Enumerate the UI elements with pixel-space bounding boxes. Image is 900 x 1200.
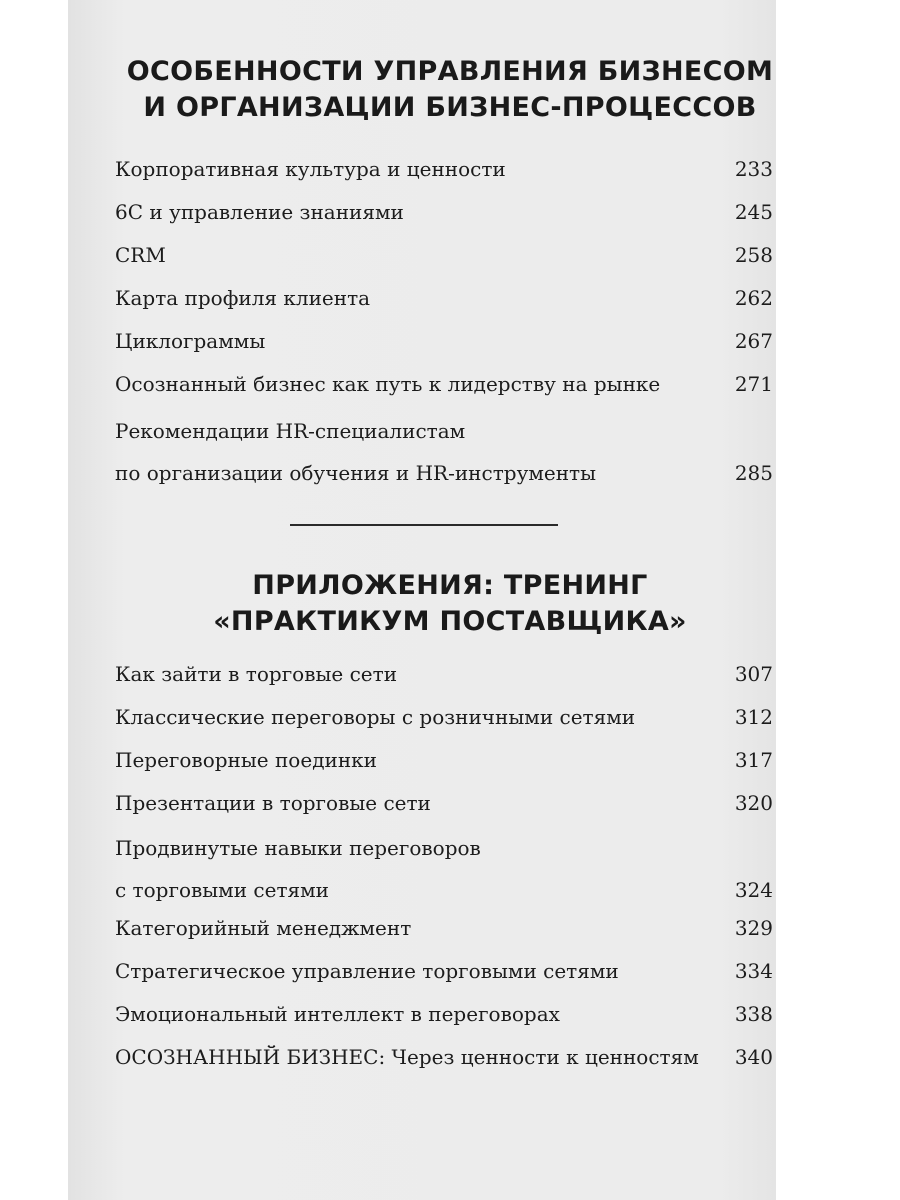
- toc-entry-title: Карта профиля клиента: [115, 286, 371, 310]
- toc-entry-page: 320: [734, 791, 773, 815]
- toc-entry-page: 338: [734, 1002, 773, 1026]
- toc-entry-title: Как зайти в торговые сети: [115, 662, 398, 686]
- toc-entry-title: Классические переговоры с розничными сетями: [115, 705, 636, 729]
- toc-entry-title: Циклограммы: [115, 329, 266, 353]
- toc-entry-title: по организации обучения и HR-инструменты: [115, 461, 597, 485]
- toc-entry-title: Корпоративная культура и ценности: [115, 157, 506, 181]
- section-heading-appendix-training: [0, 568, 900, 640]
- toc-entry-page: 312: [734, 705, 773, 729]
- toc-entry-page: 258: [734, 243, 773, 267]
- toc-entry-page: 307: [734, 662, 773, 686]
- section-heading-line: ОСОБЕННОСТИ УПРАВЛЕНИЯ БИЗНЕСОМ: [126, 56, 774, 87]
- toc-entry-title: Стратегическое управление торговыми сетями: [115, 959, 619, 983]
- toc-entry-page: 271: [734, 372, 773, 396]
- toc-entry-title: Презентации в торговые сети: [115, 791, 431, 815]
- toc-entry[interactable]: [115, 277, 773, 319]
- toc-entry[interactable]: [115, 653, 773, 695]
- toc-entry[interactable]: [115, 907, 773, 949]
- toc-entry[interactable]: [115, 782, 773, 824]
- toc-entry[interactable]: [115, 320, 773, 362]
- toc-entry[interactable]: [115, 191, 773, 233]
- toc-entry-page: 267: [734, 329, 773, 353]
- toc-entry-page: 340: [734, 1045, 773, 1069]
- toc-entry[interactable]: [115, 234, 773, 276]
- toc-entry[interactable]: [115, 1036, 773, 1078]
- toc-entry-title: Осознанный бизнес как путь к лидерству на рынке: [115, 372, 661, 396]
- section-divider: [290, 524, 558, 526]
- toc-entry-page: 317: [734, 748, 773, 772]
- section-heading-line: ПРИЛОЖЕНИЯ: ТРЕНИНГ: [252, 570, 648, 601]
- toc-entry-page: 245: [734, 200, 773, 224]
- toc-entry[interactable]: [115, 148, 773, 190]
- toc-entry[interactable]: [115, 950, 773, 992]
- toc-entry[interactable]: [115, 363, 773, 405]
- toc-entry-title: CRM: [115, 243, 166, 267]
- toc-entry-page: 334: [734, 959, 773, 983]
- toc-entry-title: Категорийный менеджмент: [115, 916, 412, 940]
- toc-entry-title: ОСОЗНАННЫЙ БИЗНЕС: Через ценности к ценностям: [115, 1045, 699, 1069]
- toc-entry[interactable]: [115, 827, 773, 911]
- toc-entry-title: с торговыми сетями: [115, 878, 330, 902]
- section-heading-business-management: [0, 54, 900, 126]
- toc-entry[interactable]: [115, 993, 773, 1035]
- toc-entry-title: Переговорные поединки: [115, 748, 377, 772]
- toc-entry-title-line: Продвинутые навыки переговоров: [115, 836, 481, 860]
- toc-entry-page: 329: [734, 916, 773, 940]
- toc-entry[interactable]: [115, 410, 773, 494]
- toc-entry-title-line: Рекомендации HR-специалистам: [115, 419, 466, 443]
- toc-entry-page: 233: [734, 157, 773, 181]
- toc-entry-title: Эмоциональный интеллект в переговорах: [115, 1002, 560, 1026]
- toc-entry-page: 324: [734, 878, 773, 902]
- toc-entry-title: 6С и управление знаниями: [115, 200, 404, 224]
- toc-entry[interactable]: [115, 739, 773, 781]
- toc-entry-page: 262: [734, 286, 773, 310]
- toc-entry[interactable]: [115, 696, 773, 738]
- toc-entry-page: 285: [734, 461, 773, 485]
- section-heading-line: И ОРГАНИЗАЦИИ БИЗНЕС-ПРОЦЕССОВ: [143, 92, 757, 123]
- section-heading-line: «ПРАКТИКУМ ПОСТАВЩИКА»: [213, 606, 687, 637]
